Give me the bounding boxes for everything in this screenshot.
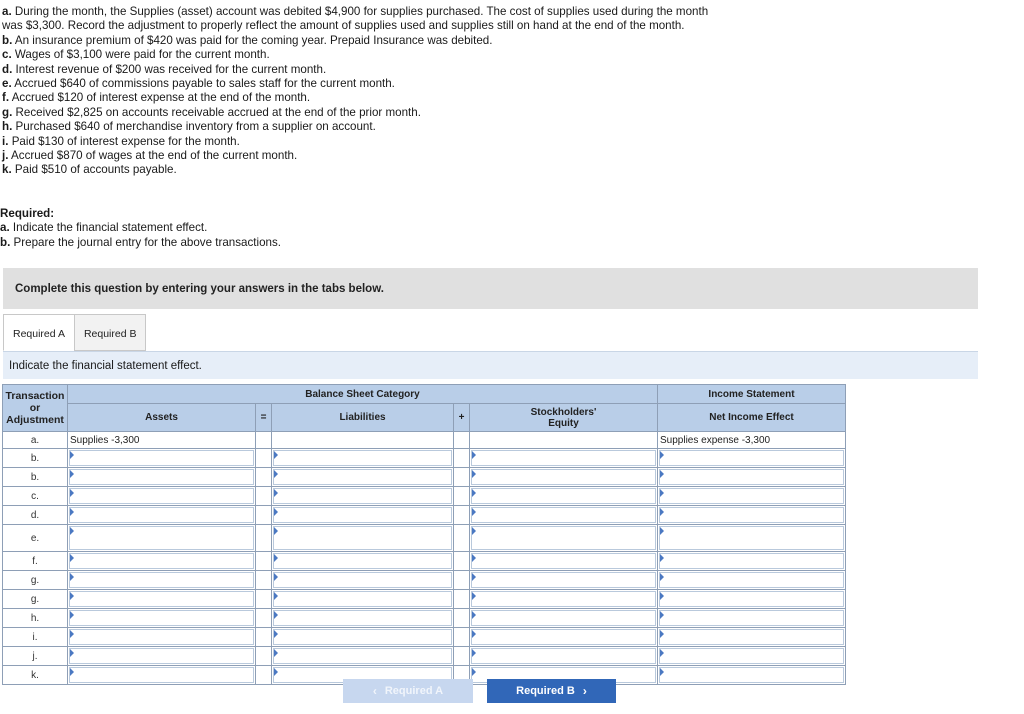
row-label: c. xyxy=(3,487,68,506)
assets-input[interactable] xyxy=(69,591,254,607)
net-income-input[interactable] xyxy=(659,667,844,683)
liabilities-input[interactable] xyxy=(273,507,452,523)
plus-cell xyxy=(454,432,470,449)
next-button-label: Required B xyxy=(516,685,575,697)
input-marker-icon xyxy=(70,470,74,478)
liabilities-input[interactable] xyxy=(273,572,452,588)
problem-item-text: Paid $510 of accounts payable. xyxy=(14,163,177,177)
net-income-input[interactable] xyxy=(659,469,844,485)
assets-input-cell xyxy=(68,468,256,487)
equity-input[interactable] xyxy=(471,526,656,550)
liabilities-input[interactable] xyxy=(273,526,452,550)
input-marker-icon xyxy=(660,489,664,497)
input-marker-icon xyxy=(70,611,74,619)
assets-input[interactable] xyxy=(69,488,254,504)
equity-input[interactable] xyxy=(471,469,656,485)
equity-input-cell xyxy=(470,571,658,590)
liabilities-input-cell xyxy=(272,628,454,647)
assets-input-cell xyxy=(68,449,256,468)
banner-text: Complete this question by entering your answers in the tabs below. xyxy=(15,282,384,295)
chevron-right-icon: › xyxy=(582,684,587,698)
required-item-text: Indicate the financial statement effect. xyxy=(12,221,208,235)
input-marker-icon xyxy=(660,527,664,535)
assets-input[interactable] xyxy=(69,526,254,550)
input-marker-icon xyxy=(660,508,664,516)
financial-effect-table xyxy=(2,384,846,685)
net-income-input[interactable] xyxy=(659,648,844,664)
plus-cell xyxy=(454,449,470,468)
liabilities-input[interactable] xyxy=(273,629,452,645)
row-label: h. xyxy=(3,609,68,628)
tab-required-a[interactable]: Required A xyxy=(3,314,75,351)
plus-sign: + xyxy=(454,404,470,432)
problem-statement xyxy=(0,5,730,178)
table-row xyxy=(3,609,846,628)
assets-input-cell xyxy=(68,552,256,571)
input-marker-icon xyxy=(472,611,476,619)
assets-input-cell xyxy=(68,571,256,590)
problem-item-text: During the month, the Supplies (asset) account was debited $4,900 for supplies purchased. The cost of supplies used during the month was $3,300. Record the adjustment to properly reflect the amount of supplies used and supplies still on hand at the end of the month. xyxy=(2,5,709,33)
input-marker-icon xyxy=(472,668,476,676)
input-marker-icon xyxy=(660,611,664,619)
table-row xyxy=(3,449,846,468)
equals-cell xyxy=(256,647,272,666)
table-row xyxy=(3,647,846,666)
liabilities-input-cell xyxy=(272,525,454,552)
equals-cell xyxy=(256,468,272,487)
assets-input[interactable] xyxy=(69,553,254,569)
input-marker-icon xyxy=(472,508,476,516)
input-marker-icon xyxy=(70,554,74,562)
net-income-input-cell xyxy=(658,552,846,571)
assets-input[interactable] xyxy=(69,629,254,645)
plus-cell xyxy=(454,525,470,552)
equity-input[interactable] xyxy=(471,507,656,523)
equity-input-cell xyxy=(470,525,658,552)
net-income-input[interactable] xyxy=(659,572,844,588)
assets-input-cell xyxy=(68,666,256,685)
plus-cell xyxy=(454,468,470,487)
liabilities-input[interactable] xyxy=(273,648,452,664)
required-item-letter: a. xyxy=(0,221,10,235)
equity-input-cell xyxy=(470,628,658,647)
input-marker-icon xyxy=(472,527,476,535)
liabilities-input-cell xyxy=(272,647,454,666)
row-label: g. xyxy=(3,571,68,590)
input-marker-icon xyxy=(70,630,74,638)
input-marker-icon xyxy=(70,489,74,497)
equity-input[interactable] xyxy=(471,450,656,466)
net-income-input[interactable] xyxy=(659,507,844,523)
net-income-input-cell xyxy=(658,571,846,590)
problem-item-letter: f. xyxy=(2,91,10,105)
equity-header-line2: Equity xyxy=(548,417,579,429)
plus-cell xyxy=(454,590,470,609)
required-item-letter: b. xyxy=(0,235,11,249)
problem-item-letter: a. xyxy=(2,5,12,18)
equity-input-cell xyxy=(470,449,658,468)
input-marker-icon xyxy=(70,573,74,581)
equity-input[interactable] xyxy=(471,610,656,626)
problem-item-text: Accrued $640 of commissions payable to sales staff for the current month. xyxy=(14,77,395,91)
assets-input-cell xyxy=(68,590,256,609)
assets-input[interactable] xyxy=(69,667,254,683)
equity-input-cell xyxy=(470,590,658,609)
problem-item xyxy=(0,106,730,120)
problem-item-text: Paid $130 of interest expense for the month. xyxy=(11,134,240,148)
balance-sheet-header: Balance Sheet Category xyxy=(68,385,658,404)
row-label: i. xyxy=(3,628,68,647)
transaction-header-line3: Adjustment xyxy=(6,414,64,426)
net-income-input-cell xyxy=(658,449,846,468)
input-marker-icon xyxy=(70,527,74,535)
table-row xyxy=(3,552,846,571)
liabilities-header: Liabilities xyxy=(272,404,454,432)
required-item xyxy=(0,221,281,235)
row-label: b. xyxy=(3,468,68,487)
liabilities-input-cell xyxy=(272,571,454,590)
equity-input-cell xyxy=(470,647,658,666)
net-income-input[interactable] xyxy=(659,526,844,550)
equals-cell xyxy=(256,449,272,468)
table-row xyxy=(3,590,846,609)
transaction-header-line1: Transaction xyxy=(5,390,65,402)
equals-cell xyxy=(256,609,272,628)
required-title: Required: xyxy=(0,207,55,220)
equals-sign: = xyxy=(256,404,272,432)
equity-input-cell xyxy=(470,609,658,628)
table-row xyxy=(3,571,846,590)
problem-item-letter: b. xyxy=(2,33,13,47)
net-income-input[interactable] xyxy=(659,629,844,645)
equity-input[interactable] xyxy=(471,553,656,569)
input-marker-icon xyxy=(274,451,278,459)
instruction-banner xyxy=(3,268,978,309)
equity-input-cell xyxy=(470,468,658,487)
financial-effect-table-wrapper xyxy=(2,384,846,685)
plus-cell xyxy=(454,647,470,666)
liabilities-input-cell xyxy=(272,590,454,609)
liabilities-input-cell xyxy=(272,468,454,487)
table-row xyxy=(3,468,846,487)
row-label: j. xyxy=(3,647,68,666)
problem-item-letter: d. xyxy=(2,62,13,76)
table-row xyxy=(3,487,846,506)
plus-cell xyxy=(454,628,470,647)
input-marker-icon xyxy=(660,649,664,657)
plus-cell xyxy=(454,552,470,571)
liabilities-input-cell xyxy=(272,506,454,525)
liabilities-input[interactable] xyxy=(273,553,452,569)
problem-item-text: Accrued $870 of wages at the end of the current month. xyxy=(11,149,298,163)
assets-input-cell xyxy=(68,506,256,525)
next-required-b-button[interactable] xyxy=(487,679,616,703)
assets-input-cell xyxy=(68,647,256,666)
row-label: b. xyxy=(3,449,68,468)
equals-cell xyxy=(256,628,272,647)
equity-input[interactable] xyxy=(471,648,656,664)
equity-input[interactable] xyxy=(471,591,656,607)
problem-item xyxy=(0,34,730,48)
input-marker-icon xyxy=(274,611,278,619)
transaction-header-line2: or xyxy=(29,402,41,414)
income-statement-header: Income Statement xyxy=(658,385,846,404)
problem-item xyxy=(0,5,730,34)
input-marker-icon xyxy=(274,630,278,638)
input-marker-icon xyxy=(274,573,278,581)
problem-item xyxy=(0,163,730,177)
input-marker-icon xyxy=(70,592,74,600)
net-income-input-cell xyxy=(658,468,846,487)
problem-item-letter: k. xyxy=(2,163,12,177)
input-marker-icon xyxy=(472,592,476,600)
input-marker-icon xyxy=(70,451,74,459)
liabilities-input[interactable] xyxy=(273,488,452,504)
table-row xyxy=(3,506,846,525)
net-income-input-cell xyxy=(658,647,846,666)
tab-bar xyxy=(3,314,146,351)
assets-input[interactable] xyxy=(69,507,254,523)
input-marker-icon xyxy=(660,554,664,562)
net-income-header: Net Income Effect xyxy=(658,404,846,432)
liabilities-input-cell xyxy=(272,552,454,571)
tab-instruction: Indicate the financial statement effect. xyxy=(3,351,978,379)
net-income-input-cell xyxy=(658,590,846,609)
assets-input[interactable] xyxy=(69,469,254,485)
input-marker-icon xyxy=(472,451,476,459)
input-marker-icon xyxy=(274,649,278,657)
table-row xyxy=(3,628,846,647)
input-marker-icon xyxy=(660,630,664,638)
plus-cell xyxy=(454,609,470,628)
equity-header xyxy=(470,404,658,432)
input-marker-icon xyxy=(274,508,278,516)
table-row xyxy=(3,525,846,552)
liabilities-input[interactable] xyxy=(273,469,452,485)
assets-input-cell xyxy=(68,609,256,628)
input-marker-icon xyxy=(660,470,664,478)
input-marker-icon xyxy=(472,470,476,478)
required-item-text: Prepare the journal entry for the above transactions. xyxy=(13,235,282,249)
row-label: g. xyxy=(3,590,68,609)
problem-item xyxy=(0,120,730,134)
problem-item-letter: g. xyxy=(2,105,13,119)
problem-item-letter: j. xyxy=(2,149,9,163)
problem-item-letter: i. xyxy=(2,134,9,148)
row-label: f. xyxy=(3,552,68,571)
plus-cell xyxy=(454,571,470,590)
assets-input: Supplies -3,300 xyxy=(68,432,256,449)
input-marker-icon xyxy=(274,592,278,600)
row-label: a. xyxy=(3,432,68,449)
required-section xyxy=(0,207,281,250)
equity-input-cell xyxy=(470,487,658,506)
row-label: e. xyxy=(3,525,68,552)
prev-required-a-button[interactable] xyxy=(343,679,473,703)
problem-item xyxy=(0,91,730,105)
problem-item-text: An insurance premium of $420 was paid for the coming year. Prepaid Insurance was debited. xyxy=(14,33,493,47)
input-marker-icon xyxy=(472,573,476,581)
equity-input[interactable] xyxy=(471,572,656,588)
input-marker-icon xyxy=(274,470,278,478)
net-income-input[interactable] xyxy=(659,553,844,569)
input-marker-icon xyxy=(472,489,476,497)
equity-input-cell xyxy=(470,506,658,525)
net-income-input-cell xyxy=(658,628,846,647)
problem-item-text: Received $2,825 on accounts receivable accrued at the end of the prior month. xyxy=(15,105,421,119)
net-income-input-cell xyxy=(658,525,846,552)
input-marker-icon xyxy=(660,451,664,459)
input-marker-icon xyxy=(472,649,476,657)
net-income-input-cell xyxy=(658,487,846,506)
input-marker-icon xyxy=(660,668,664,676)
liabilities-input-cell xyxy=(272,449,454,468)
problem-item-letter: h. xyxy=(2,120,13,134)
equals-cell xyxy=(256,487,272,506)
equity-input-cell xyxy=(470,552,658,571)
equity-input xyxy=(470,432,658,449)
liabilities-input-cell xyxy=(272,487,454,506)
problem-item-text: Wages of $3,100 were paid for the current month. xyxy=(14,48,270,62)
net-income-input-cell xyxy=(658,609,846,628)
problem-item-text: Accrued $120 of interest expense at the end of the month. xyxy=(11,91,311,105)
equals-cell xyxy=(256,432,272,449)
assets-input-cell xyxy=(68,525,256,552)
plus-cell xyxy=(454,506,470,525)
assets-input[interactable] xyxy=(69,572,254,588)
equity-header-line1: Stockholders' xyxy=(530,406,597,418)
required-item xyxy=(0,236,281,250)
input-marker-icon xyxy=(274,489,278,497)
input-marker-icon xyxy=(274,668,278,676)
tab-required-b[interactable]: Required B xyxy=(74,314,147,351)
net-income-input-cell xyxy=(658,506,846,525)
net-income-input[interactable] xyxy=(659,488,844,504)
input-marker-icon xyxy=(70,668,74,676)
row-label: d. xyxy=(3,506,68,525)
equity-input[interactable] xyxy=(471,629,656,645)
input-marker-icon xyxy=(274,554,278,562)
liabilities-input-cell xyxy=(272,609,454,628)
table-row xyxy=(3,432,846,449)
problem-item xyxy=(0,77,730,91)
equals-cell xyxy=(256,525,272,552)
assets-input[interactable] xyxy=(69,648,254,664)
input-marker-icon xyxy=(274,527,278,535)
input-marker-icon xyxy=(660,573,664,581)
input-marker-icon xyxy=(70,508,74,516)
assets-input-cell xyxy=(68,487,256,506)
net-income-input[interactable] xyxy=(659,591,844,607)
equals-cell xyxy=(256,571,272,590)
input-marker-icon xyxy=(660,592,664,600)
liabilities-input xyxy=(272,432,454,449)
problem-item xyxy=(0,48,730,62)
equals-cell xyxy=(256,552,272,571)
liabilities-input[interactable] xyxy=(273,450,452,466)
equals-cell xyxy=(256,590,272,609)
equals-cell xyxy=(256,666,272,685)
problem-item-letter: e. xyxy=(2,77,12,91)
chevron-left-icon: ‹ xyxy=(372,684,377,698)
transaction-header xyxy=(3,385,68,432)
net-income-input[interactable] xyxy=(659,450,844,466)
problem-item xyxy=(0,63,730,77)
problem-item xyxy=(0,149,730,163)
assets-input[interactable] xyxy=(69,450,254,466)
equity-input[interactable] xyxy=(471,488,656,504)
liabilities-input[interactable] xyxy=(273,610,452,626)
assets-header: Assets xyxy=(68,404,256,432)
problem-item-text: Interest revenue of $200 was received for the current month. xyxy=(15,62,327,76)
equals-cell xyxy=(256,506,272,525)
net-income-input[interactable] xyxy=(659,610,844,626)
assets-input[interactable] xyxy=(69,610,254,626)
problem-item-letter: c. xyxy=(2,48,12,62)
prev-button-label: Required A xyxy=(384,685,444,697)
input-marker-icon xyxy=(70,649,74,657)
net-income-input-cell xyxy=(658,666,846,685)
net-income-input: Supplies expense -3,300 xyxy=(658,432,846,449)
problem-item-text: Purchased $640 of merchandise inventory from a supplier on account. xyxy=(15,120,376,134)
problem-item xyxy=(0,135,730,149)
row-label: k. xyxy=(3,666,68,685)
assets-input-cell xyxy=(68,628,256,647)
plus-cell xyxy=(454,487,470,506)
input-marker-icon xyxy=(472,630,476,638)
liabilities-input[interactable] xyxy=(273,591,452,607)
input-marker-icon xyxy=(472,554,476,562)
